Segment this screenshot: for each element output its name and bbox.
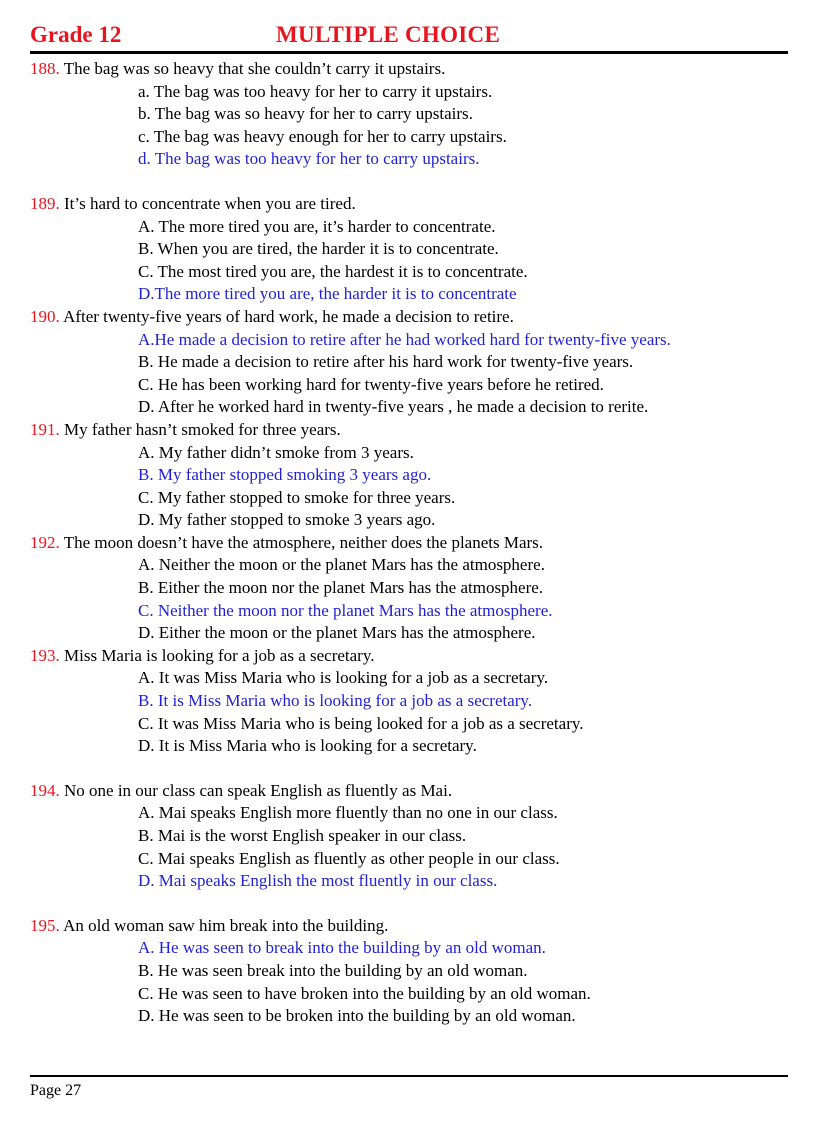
option-d: D. After he worked hard in twenty-five years , he made a decision to rerite. [138,397,649,417]
header-divider [30,51,788,54]
question-number: 190. [30,306,60,326]
question-text: No one in our class can speak English as fluently as Mai. [64,780,453,800]
question-text: It’s hard to concentrate when you are tired. [64,193,356,213]
option-c: C. He was seen to have broken into the building by an old woman. [138,983,591,1003]
question-number: 194. [30,780,60,800]
option-d-correct: d. The bag was too heavy for her to carry upstairs. [138,149,480,169]
option-d: D. He was seen to be broken into the building by an old woman. [138,1006,576,1026]
option-d: D. It is Miss Maria who is looking for a secretary. [138,736,477,756]
option-c: c. The bag was heavy enough for her to carry upstairs. [138,126,507,146]
option-a: A. Mai speaks English more fluently than no one in our class. [138,803,558,823]
option-c-correct: C. Neither the moon nor the planet Mars has the atmosphere. [138,600,553,620]
question-text: The moon doesn’t have the atmosphere, neither does the planets Mars. [63,532,544,552]
question-190 [30,306,800,419]
question-191 [30,419,800,532]
question-stem [30,645,800,668]
question-195 [30,915,800,1028]
question-number: 192. [30,532,60,552]
spacer [30,171,800,193]
option-b: B. He was seen break into the building by an old woman. [138,960,528,980]
option-b-correct: B. My father stopped smoking 3 years ago. [138,465,432,485]
question-text: An old woman saw him break into the building. [63,915,389,935]
question-192 [30,532,800,645]
option-a-correct: A.He made a decision to retire after he had worked hard for twenty-five years. [138,329,671,349]
option-c: C. It was Miss Maria who is being looked for a job as a secretary. [138,713,584,733]
option-b: B. He made a decision to retire after his hard work for twenty-five years. [138,352,634,372]
question-text: After twenty-five years of hard work, he made a decision to retire. [63,306,514,326]
option-a-correct: A. He was seen to break into the building by an old woman. [138,938,546,958]
question-number: 191. [30,419,60,439]
option-d-correct: D.The more tired you are, the harder it is to concentrate [138,284,517,304]
question-number: 189. [30,193,60,213]
option-a: A. Neither the moon or the planet Mars has the atmosphere. [138,555,545,575]
question-number: 195. [30,915,60,935]
footer-divider [30,1075,788,1077]
question-stem [30,780,800,803]
option-b: B. Either the moon nor the planet Mars has the atmosphere. [138,578,544,598]
question-194 [30,780,800,893]
option-a: A. It was Miss Maria who is looking for a job as a secretary. [138,668,549,688]
question-189 [30,193,800,306]
grade-label: Grade 12 [30,22,122,47]
spacer [30,893,800,915]
question-stem [30,419,800,442]
option-a: A. The more tired you are, it’s harder to concentrate. [138,216,496,236]
page-number: Page 27 [30,1082,82,1099]
question-188 [30,58,800,171]
question-text: Miss Maria is looking for a job as a secretary. [64,645,375,665]
option-b: B. Mai is the worst English speaker in our class. [138,826,467,845]
option-d-correct: D. Mai speaks English the most fluently in our class. [138,871,498,891]
option-a: A. My father didn’t smoke from 3 years. [138,442,414,462]
option-d: D. Either the moon or the planet Mars has the atmosphere. [138,623,536,643]
question-stem [30,915,800,938]
option-c: C. He has been working hard for twenty-five years before he retired. [138,374,604,394]
question-number: 188. [30,59,60,78]
option-a: a. The bag was too heavy for her to carry it upstairs. [138,81,493,101]
option-b: B. When you are tired, the harder it is to concentrate. [138,239,499,259]
question-text: My father hasn’t smoked for three years. [64,419,341,439]
question-193 [30,645,800,758]
question-list [30,58,800,1028]
option-d: D. My father stopped to smoke 3 years ago. [138,510,436,530]
option-c: C. My father stopped to smoke for three years. [138,487,456,507]
page-header [30,22,788,52]
option-c: C. Mai speaks English as fluently as other people in our class. [138,848,560,868]
question-text: The bag was so heavy that she couldn’t carry it upstairs. [63,59,446,78]
question-number: 193. [30,645,60,665]
question-stem [30,306,800,329]
spacer [30,758,800,780]
question-stem [30,193,800,216]
option-b: b. The bag was so heavy for her to carry upstairs. [138,104,473,124]
option-b-correct: B. It is Miss Maria who is looking for a job as a secretary. [138,691,533,711]
page-title: MULTIPLE CHOICE [276,22,501,47]
option-c: C. The most tired you are, the hardest it is to concentrate. [138,261,528,281]
question-stem [30,532,800,555]
question-stem [30,58,800,81]
